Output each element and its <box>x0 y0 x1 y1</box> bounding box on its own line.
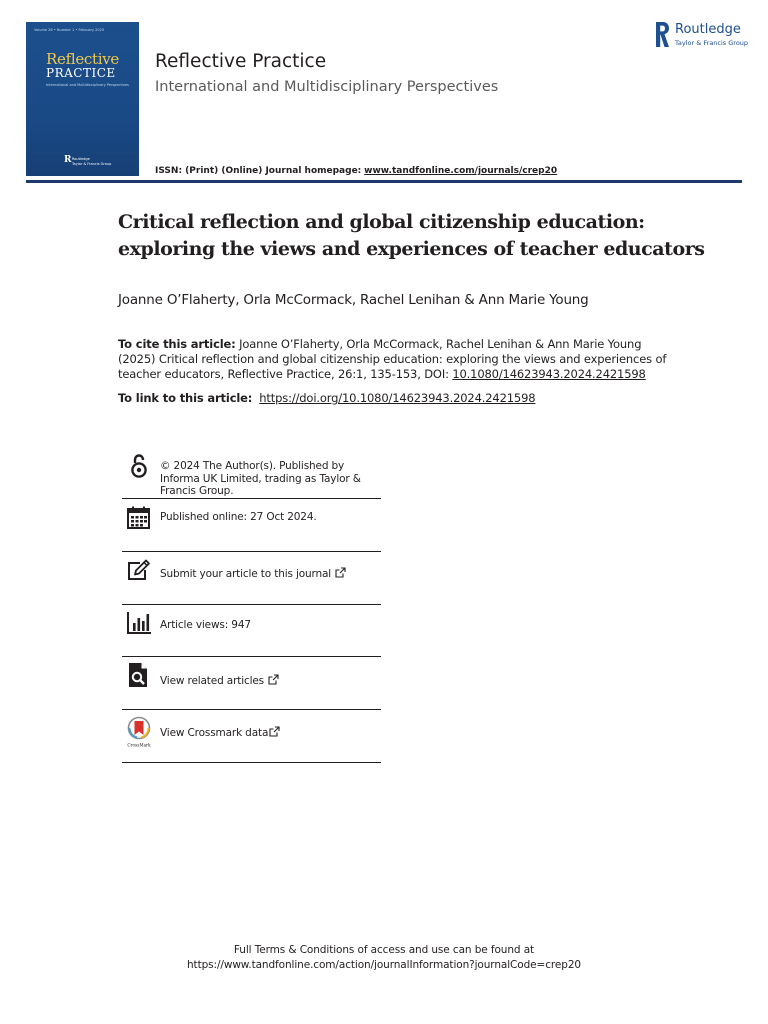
article-title-line1: Critical reflection and global citizenship education: <box>118 211 645 233</box>
cite-doi-link[interactable]: 10.1080/14623943.2024.2421598 <box>452 367 646 381</box>
link-label: To link to this article: <box>118 391 253 405</box>
submit-article-item[interactable] <box>122 552 381 605</box>
article-info-list <box>122 451 381 763</box>
published-item <box>122 499 381 552</box>
article-doi-link[interactable]: https://doi.org/10.1080/14623943.2024.2421598 <box>259 391 536 405</box>
article-authors: Joanne O’Flaherty, Orla McCormack, Rachel Lenihan & Ann Marie Young <box>118 292 589 308</box>
publisher-name: Routledge <box>675 22 741 37</box>
cover-publisher-r-icon: R <box>64 155 72 165</box>
article-title <box>118 209 718 263</box>
open-access-item <box>122 451 381 499</box>
article-views-item <box>122 605 381 657</box>
external-link-icon <box>335 567 346 578</box>
open-access-text: © 2024 The Author(s). Published by Informa UK Limited, trading as Taylor & Francis Group. <box>160 460 361 497</box>
external-link-icon <box>269 726 280 737</box>
link-block <box>118 391 535 405</box>
related-articles-item[interactable] <box>122 657 381 710</box>
publisher-logo[interactable] <box>654 21 749 49</box>
cover-publisher <box>64 155 112 167</box>
cover-subtitle: International and Multidisciplinary Perspectives <box>46 83 129 87</box>
open-access-icon <box>126 453 152 479</box>
document-search-icon <box>126 662 152 688</box>
terms-footer-line1: Full Terms & Conditions of access and use can be found at <box>233 944 535 956</box>
calendar-icon <box>126 505 152 531</box>
crossmark-icon-label: CrossMark <box>127 742 151 748</box>
bar-chart-icon <box>126 610 152 636</box>
external-link-icon <box>268 674 279 685</box>
issn-line <box>155 166 557 176</box>
cite-text: Joanne O’Flaherty, Orla McCormack, Rachel Lenihan & Ann Marie Young (2025) Critical reflection and global citizenship education: exploring the views and experiences of teacher educators, Reflective Practice, 26:1, 135-153, DOI: <box>118 337 667 381</box>
edit-pencil-icon <box>126 558 152 584</box>
published-date-text: Published online: 27 Oct 2024. <box>160 511 317 523</box>
journal-subtitle: International and Multidisciplinary Perspectives <box>155 79 499 95</box>
cover-volume-line: Volume 26 • Number 1 • February 2025 <box>34 28 105 32</box>
publisher-group: Taylor & Francis Group <box>675 39 749 47</box>
terms-footer-link[interactable]: https://www.tandfonline.com/action/journalInformation?journalCode=crep20 <box>187 959 581 971</box>
journal-title: Reflective Practice <box>155 51 327 72</box>
article-views-text: Article views: 947 <box>160 619 251 631</box>
article-title-line2: exploring the views and experiences of teacher educators <box>118 238 705 260</box>
cover-title-line1: Reflective <box>46 50 119 68</box>
crossmark-icon <box>125 716 153 748</box>
related-articles-link[interactable]: View related articles <box>160 674 279 688</box>
routledge-r-icon <box>654 21 670 48</box>
issn-label: ISSN: (Print) (Online) Journal homepage: <box>155 166 362 176</box>
journal-homepage-link[interactable]: www.tandfonline.com/journals/crep20 <box>364 166 558 176</box>
cover-publisher-name: Routledge Taylor & Francis Group <box>72 157 112 166</box>
submit-article-link[interactable]: Submit your article to this journal <box>160 567 346 581</box>
citation-block <box>118 337 678 382</box>
terms-footer <box>0 943 768 973</box>
cite-label: To cite this article: <box>118 337 236 351</box>
crossmark-link[interactable]: View Crossmark data <box>160 726 280 740</box>
cover-title-line2: PRACTICE <box>46 66 116 80</box>
journal-cover <box>26 22 139 176</box>
crossmark-item[interactable] <box>122 710 381 763</box>
header-divider <box>26 180 742 183</box>
